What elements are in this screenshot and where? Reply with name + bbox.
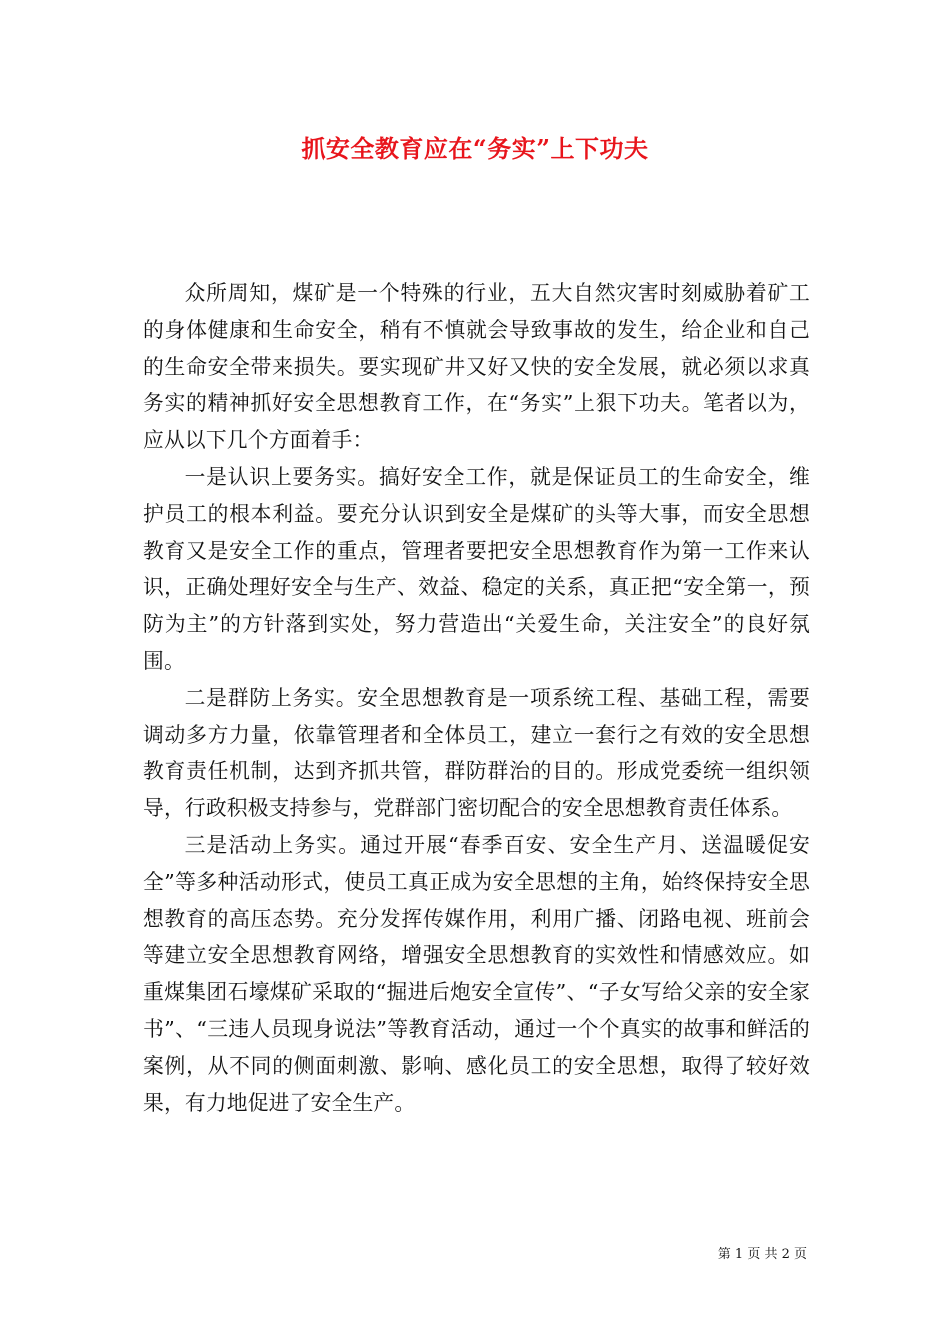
- document-title: 抓安全教育应在“务实”上下功夫: [301, 134, 649, 163]
- paragraph-group-prevention: 二是群防上务实。安全思想教育是一项系统工程、基础工程，需要调动多方力量，依靠管理者和全体员工，建立一套行之有效的安全思想教育责任机制，达到齐抓共管，群防群治的目的。形成党委统一组织领导，行政积极支持参与，党群部门密切配合的安全思想教育责任体系。: [143, 685, 810, 821]
- paragraph-activities: 三是活动上务实。通过开展“春季百安、安全生产月、送温暖促安全”等多种活动形式，使员工真正成为安全思想的主角，始终保持安全思想教育的高压态势。充分发挥传媒作用，利用广播、闭路电视、班前会等建立安全思想教育网络，增强安全思想教育的实效性和情感效应。如重煤集团石壕煤矿采取的“掘进后炮安全宣传”、“子女写给父亲的安全家书”、“三违人员现身说法”等教育活动，通过一个个真实的故事和鲜活的案例，从不同的侧面刺激、影响、感化员工的安全思想，取得了较好效果，有力地促进了安全生产。: [143, 832, 810, 1115]
- paragraph-recognition: 一是认识上要务实。搞好安全工作，就是保证员工的生命安全，维护员工的根本利益。要充分认识到安全是煤矿的头等大事，而安全思想教育又是安全工作的重点，管理者要把安全思想教育作为第一工作来认识，正确处理好安全与生产、效益、稳定的关系，真正把“安全第一，预防为主”的方针落到实处，努力营造出“关爱生命，关注安全”的良好氛围。: [143, 464, 810, 673]
- paragraph-intro: 众所周知，煤矿是一个特殊的行业，五大自然灾害时刻威胁着矿工的身体健康和生命安全，稍有不慎就会导致事故的发生，给企业和自己的生命安全带来损失。要实现矿井又好又快的安全发展，就必须以求真务实的精神抓好安全思想教育工作，在“务实”上狠下功夫。笔者以为，应从以下几个方面着手：: [143, 281, 810, 453]
- page-number-footer: 第 1 页 共 2 页: [717, 1247, 807, 1262]
- document-body: [143, 275, 810, 1121]
